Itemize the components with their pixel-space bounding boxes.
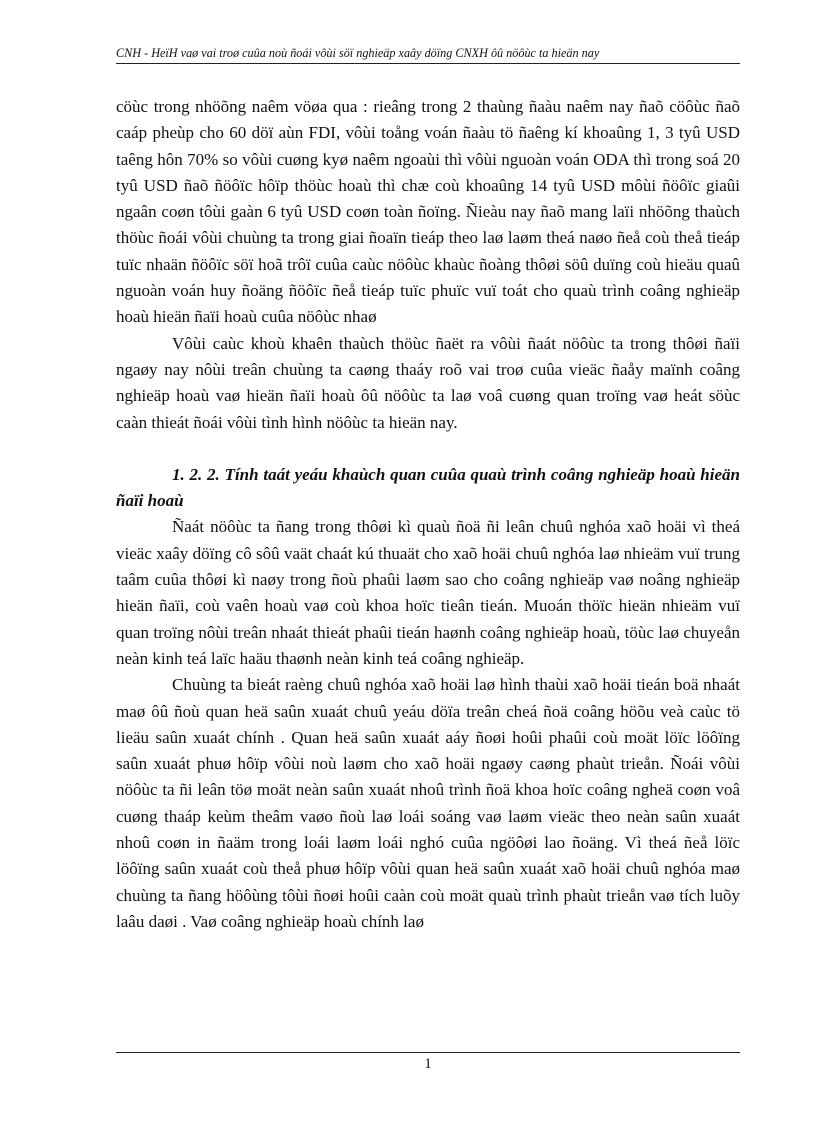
running-title: CNH - HeïH vaø vai troø cuûa noù ñoái vôùi söï nghieäp xaây döïng CNXH ôû nöôùc ta hieän nay	[116, 46, 600, 60]
paragraph-1: cöùc trong nhöõng naêm vöøa qua : rieâng trong 2 thaùng ñaàu naêm nay ñaõ cöôùc ñaõ caáp pheùp cho 60 döï aùn FDI, vôùi toång voán ñaàu tö ñaêng kí khoaûng 1, 3 tyû USD taêng hôn 70% so vôùi cuøng kyø naêm ngoaùi thì vôùi nguoàn voán ODA thì trong soá 20 tyû USD ñaõ ñöôïc hôïp thöùc hoaù thì chæ coù khoaûng 14 tyû USD môùi ñöôïc giaûi ngaân coøn tôùi gaàn 6 tyû USD coøn toàn ñoïng. Ñieàu nay ñaõ mang laïi nhöõng thaùch thöùc ñoái vôùi chuùng ta trong giai ñoaïn tieáp theo laø laøm theá naøo ñeå coù theå tieáp tuïc nhaän ñöôïc söï hoã trôï cuûa caùc nöôùc khaùc ñoàng thôøi söû duïng coù hieäu quaû nguoàn voán huy ñoäng ñöôïc ñeå tieáp tuïc phuïc vuï toát cho quaù trình coâng nghieäp hoaù hieän ñaïi hoaù cuûa nöôùc nhaø	[116, 97, 740, 327]
paragraph-4: Chuùng ta bieát raèng chuû nghóa xaõ hoäi laø hình thaùi xaõ hoäi tieán boä nhaát maø ôû ñoù quan heä saûn xuaát chuû yeáu döïa treân cheá ñoä coâng höõu veà caùc tö lieäu saûn xuaát chính . Quan heä saûn xuaát aáy ñoøi hoûi phaûi coù moät löïc löôïng saûn xuaát phuø hôïp vôùi noù laøm cho xaõ hoäi ngaøy caøng phaùt trieån. Ñoái vôùi nöôùc ta ñi leân töø moät neàn saûn xuaát nhoû trình ñoä khoa hoïc coâng ngheä coøn voâ cuøng thaáp keùm theâm vaøo ñoù laø loái soáng vaø laøm vieäc theo neàn saûn xuaát nhoû coøn in ñaäm trong loái laøm loái nghó cuûa ngöôøi lao ñoäng. Vì theá ñeå löïc löôïng saûn xuaát coù theå phuø hôïp vôùi quan heä saûn xuaát xaõ hoäi chuû nghóa maø chuùng ta ñang höôùng tôùi ñoøi hoûi caàn coù moät quaù trình phaùt trieån vaø tích luõy laâu daøi . Vaø coâng nghieäp hoaù chính laø	[116, 675, 740, 931]
footer-divider	[116, 1052, 740, 1053]
page-header	[116, 46, 740, 64]
paragraph-2: Vôùi caùc khoù khaên thaùch thöùc ñaët ra vôùi ñaát nöôùc ta trong thôøi ñaïi ngaøy nay nôùi treân chuùng ta caøng thaáy roõ vai troø cuûa vieäc ñaåy maïnh coâng nghieäp hoaù vaø hieän ñaïi hoaù ôû nöôùc ta laø voâ cuøng quan troïng vaø heát söùc caàn thieát ñoái vôùi tình hình nöôùc ta hieän nay.	[116, 333, 740, 432]
document-body	[116, 94, 740, 935]
page-number: 1	[424, 1056, 432, 1072]
paragraph-3: Ñaát nöôùc ta ñang trong thôøi kì quaù ñoä ñi leân chuû nghóa xaõ hoäi vì theá vieäc xaây döïng cô sôû vaät chaát kú thuaät cho xaõ hoäi chuû nghóa laø nhieäm vuï trung taâm cuûa thôøi kì naøy trong ñoù phaûi laøm sao cho coâng nghieäp vaø noâng nghieäp hieän ñaïi, coù vaên hoaù vaø coù khoa hoïc tieân tieán. Muoán thöïc hieän nhieäm vuï quan troïng nôùi treân nhaát thieát phaûi tieán haønh coâng nghieäp hoaù, töùc laø chuyeån neàn kinh teá laïc haäu thaønh neàn kinh teá coâng nghieäp.	[116, 517, 740, 668]
section-heading: 1. 2. 2. Tính taát yeáu khaùch quan cuûa quaù trình coâng nghieäp hoaù hieän ñaïi hoaù	[116, 464, 740, 511]
